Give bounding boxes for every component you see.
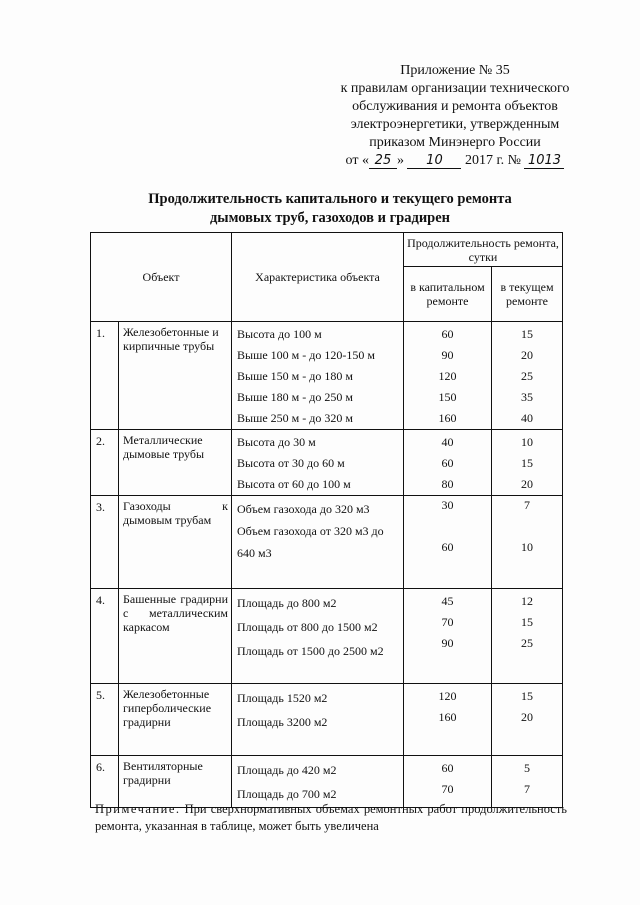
row-number: 1. [91,322,119,430]
object-name: Железобетонные и кирпичные трубы [119,322,232,430]
capital-days: 120 [438,369,457,383]
table-row [91,322,563,430]
capital-days: 60 [441,456,454,470]
col-characteristic-header: Характеристика объекта [232,233,404,322]
capital-repair-cell [404,430,492,496]
characteristic-item: Площадь 3200 м2 [237,715,328,729]
current-repair-cell [492,684,563,756]
capital-days: 90 [441,636,454,650]
current-days: 15 [521,327,534,341]
capital-days: 30 [441,498,454,512]
current-repair-cell [492,430,563,496]
current-days: 12 [521,594,534,608]
capital-days: 120 [438,689,457,703]
characteristic-item: Площадь до 420 м2 [237,763,337,777]
handwritten-order-number: 1013 [524,154,564,169]
note-label: Примечание. [95,802,181,816]
document-header [300,62,610,170]
table-row [91,756,563,808]
characteristic-item: Выше 100 м - до 120-150 м [237,348,375,362]
capital-repair-cell [404,589,492,684]
table-row [91,589,563,684]
capital-repair-cell [404,756,492,808]
current-days: 40 [521,411,534,425]
current-days: 7 [524,782,531,796]
characteristic-item: Высота от 60 до 100 м [237,477,351,491]
close-quote: » [396,153,404,168]
current-repair-cell [492,589,563,684]
capital-days: 80 [441,477,454,491]
from-label: от « [345,153,369,168]
characteristic-item: Площадь до 700 м2 [237,787,337,801]
note-text: При сверхнормативных объемах ремонтных работ продолжительность ремонта, указанная в таблице, может быть увеличена [95,802,568,833]
current-repair-cell [492,756,563,808]
header-line: электроэнергетики, утвержденным [350,117,560,132]
current-days: 7 [524,498,531,512]
capital-days: 40 [441,435,454,449]
row-number: 5. [91,684,119,756]
characteristic-item: Выше 250 м - до 320 м [237,411,353,425]
characteristic-cell [232,322,404,430]
current-days: 15 [521,615,534,629]
table-row [91,430,563,496]
title-line-2: дымовых труб, газоходов и градирен [209,210,451,226]
capital-days: 45 [441,594,454,608]
characteristic-item: Выше 150 м - до 180 м [237,369,353,383]
current-days: 35 [521,390,534,404]
object-name: Газоходы к дымовым трубам [119,496,232,589]
characteristic-item: Высота до 30 м [237,435,316,449]
year-label: 2017 г. № [464,153,521,168]
col-current-header: в текущем ремонте [492,267,563,322]
object-name: Башенные градирни с металлическим каркасом [119,589,232,684]
document-title [60,190,600,228]
characteristic-item: Объем газохода до 320 м3 [237,502,370,516]
characteristic-cell [232,589,404,684]
table-row [91,684,563,756]
characteristic-item: Площадь 1520 м2 [237,691,328,705]
capital-days: 60 [441,761,454,775]
capital-days: 160 [438,411,457,425]
characteristic-item: Выше 180 м - до 250 м [237,390,353,404]
table-row [91,496,563,589]
order-date-line [300,152,610,170]
header-line: обслуживания и ремонта объектов [352,99,558,114]
current-days: 10 [521,435,534,449]
row-number: 2. [91,430,119,496]
characteristic-cell [232,430,404,496]
table-head [91,233,563,322]
capital-repair-cell [404,496,492,589]
current-days: 5 [524,761,531,775]
row-number: 4. [91,589,119,684]
capital-days: 150 [438,390,457,404]
appendix-number: Приложение № 35 [400,63,510,78]
current-days: 15 [521,689,534,703]
row-number: 3. [91,496,119,589]
handwritten-month: 10 [407,154,461,169]
current-days: 10 [521,540,534,554]
characteristic-item: Площадь от 800 до 1500 м2 [237,620,378,634]
capital-days: 70 [441,615,454,629]
characteristic-item: Объем газохода от 320 м3 до 640 м3 [237,524,384,560]
characteristic-item: Высота от 30 до 60 м [237,456,345,470]
current-days: 25 [521,369,534,383]
handwritten-day: 25 [369,154,397,169]
col-duration-header: Продолжительность ремонта, сутки [404,233,563,267]
capital-repair-cell [404,684,492,756]
current-days: 20 [521,710,534,724]
col-object-header: Объект [91,233,232,322]
row-number: 6. [91,756,119,808]
current-days: 20 [521,348,534,362]
object-name: Вентиляторные градирни [119,756,232,808]
header-line: к правилам организации технического [340,81,570,96]
characteristic-item: Площадь от 1500 до 2500 м2 [237,644,384,658]
characteristic-cell [232,496,404,589]
capital-days: 90 [441,348,454,362]
current-repair-cell [492,322,563,430]
header-line: приказом Минэнерго России [369,135,541,150]
capital-days: 60 [441,540,454,554]
characteristic-item: Площадь до 800 м2 [237,596,337,610]
title-line-1: Продолжительность капитального и текущего ремонта [148,191,512,207]
capital-days: 160 [438,710,457,724]
current-repair-cell [492,496,563,589]
current-days: 20 [521,477,534,491]
repair-duration-table [90,232,563,808]
col-capital-header: в капитальном ремонте [404,267,492,322]
capital-repair-cell [404,322,492,430]
capital-days: 60 [441,327,454,341]
object-name: Железобетонные гиперболические градирни [119,684,232,756]
table-note [95,801,567,835]
current-days: 25 [521,636,534,650]
capital-days: 70 [441,782,454,796]
characteristic-item: Высота до 100 м [237,327,322,341]
object-name: Металлические дымовые трубы [119,430,232,496]
characteristic-cell [232,756,404,808]
current-days: 15 [521,456,534,470]
characteristic-cell [232,684,404,756]
